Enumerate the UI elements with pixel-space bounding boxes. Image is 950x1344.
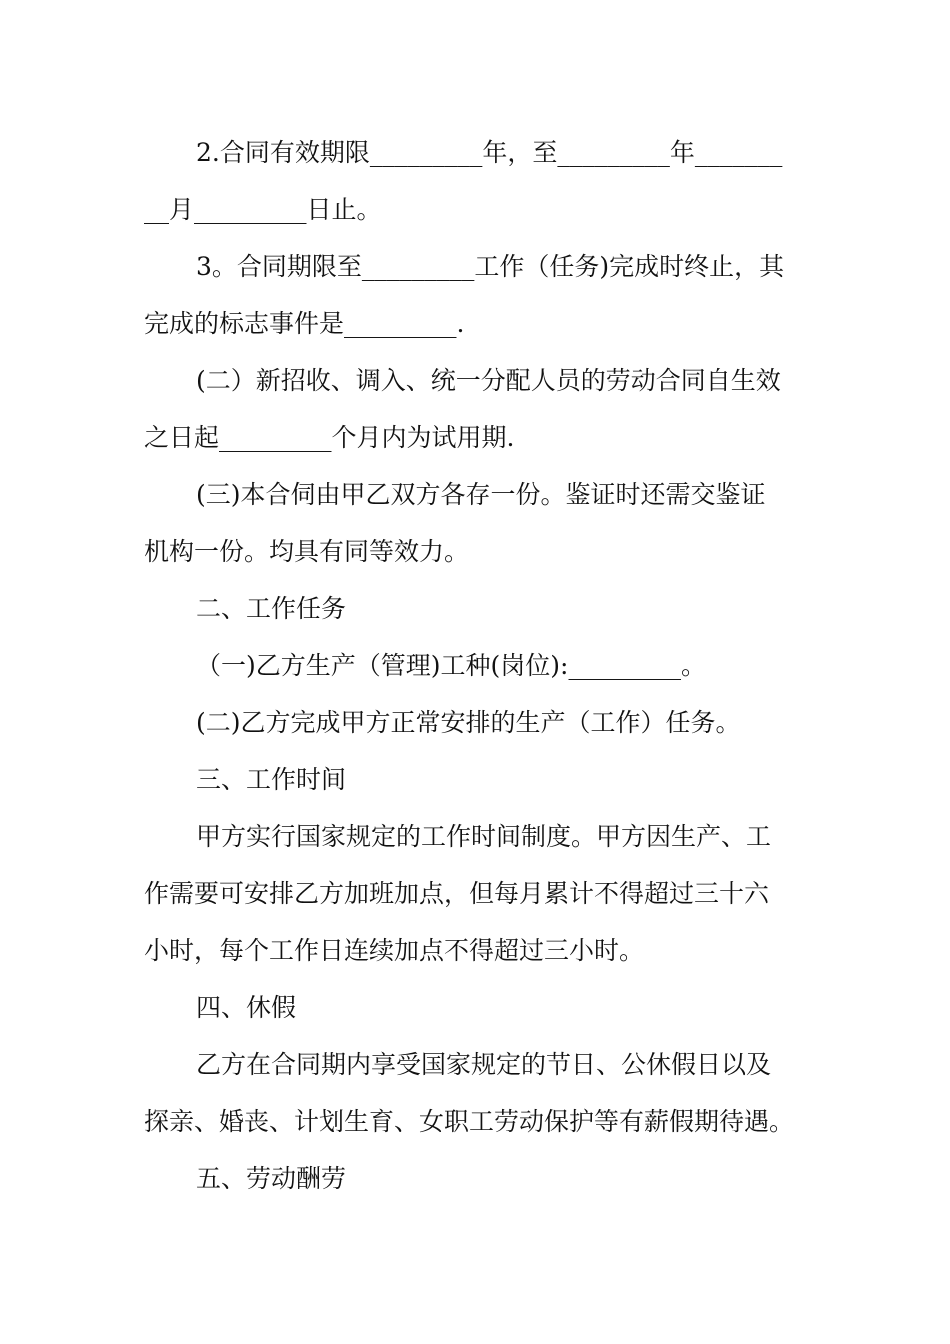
section-heading-remuneration: 五、劳动酬劳 <box>196 1164 347 1193</box>
clause-3-term-until-task-cont: 完成的标志事件是_________. <box>144 309 465 338</box>
clause-work-hours-cont-1: 作需要可安排乙方加班加点，但每月累计不得超过三十六 <box>144 879 770 908</box>
section-heading-leave: 四、休假 <box>196 993 297 1022</box>
clause-leave-cont: 探亲、婚丧、计划生育、女职工劳动保护等有薪假期待遇。 <box>144 1107 795 1136</box>
clause-copies-cont: 机构一份。均具有同等效力。 <box>144 537 470 566</box>
clause-2-validity-period-cont: __月_________日止。 <box>144 195 382 224</box>
clause-leave: 乙方在合同期内享受国家规定的节日、公休假日以及 <box>196 1050 772 1079</box>
clause-probation: (二）新招收、调入、统一分配人员的劳动合同自生效 <box>196 366 781 395</box>
section-heading-work-hours: 三、工作时间 <box>196 765 347 794</box>
clause-work-hours-cont-2: 小时，每个工作日连续加点不得超过三小时。 <box>144 936 645 965</box>
clause-2-validity-period: 2.合同有效期限_________年，至_________年_______ <box>196 138 783 167</box>
clause-probation-cont: 之日起_________个月内为试用期. <box>144 423 515 452</box>
clause-3-term-until-task: 3。合同期限至_________工作（任务)完成时终止，其 <box>196 252 785 281</box>
clause-assigned-tasks: (二)乙方完成甲方正常安排的生产（工作）任务。 <box>196 708 741 737</box>
section-heading-work-tasks: 二、工作任务 <box>196 594 347 623</box>
clause-copies: (三)本合伺由甲乙双方各存一份。鉴证时还需交鉴证 <box>196 480 766 509</box>
clause-work-hours: 甲方实行国家规定的工作时间制度。甲方因生产、工 <box>196 822 772 851</box>
clause-job-type: （一)乙方生产（管理)工种(岗位):_________。 <box>196 651 706 680</box>
